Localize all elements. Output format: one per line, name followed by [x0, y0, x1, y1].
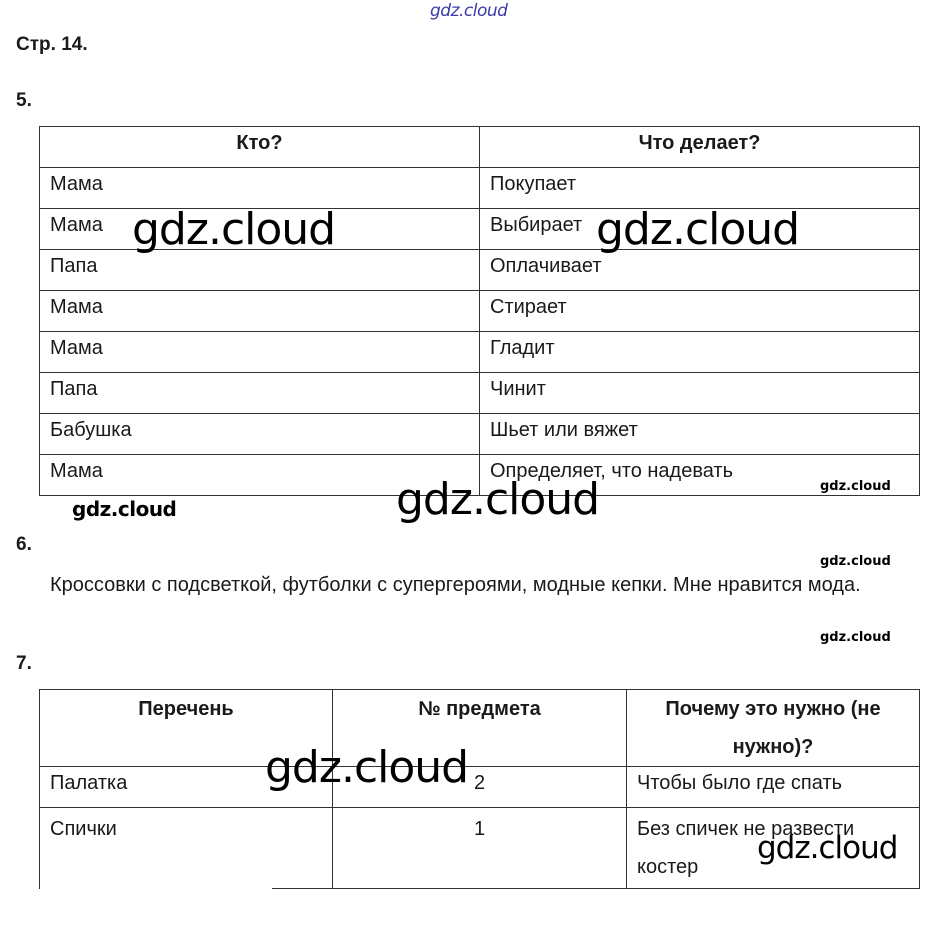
- cell-who: Мама: [40, 209, 480, 250]
- cell-what: Стирает: [480, 291, 920, 332]
- table-bottom-line: [272, 888, 920, 889]
- table-row: [40, 767, 920, 808]
- table-header-reason: Почему это нужно (не нужно)?: [627, 690, 920, 767]
- cell-reason: Без спичек не развести костер: [627, 808, 920, 889]
- watermark: gdz.cloud: [72, 497, 177, 521]
- table-header-who: Кто?: [40, 127, 480, 168]
- cell-reason: Чтобы было где спать: [627, 767, 920, 808]
- table-header-item-number: № предмета: [333, 690, 627, 767]
- table-row: [40, 250, 920, 291]
- cell-who: Папа: [40, 250, 480, 291]
- watermark-top: gdz.cloud: [430, 1, 508, 21]
- cell-who: Мама: [40, 291, 480, 332]
- cell-who: Папа: [40, 373, 480, 414]
- watermark: gdz.cloud: [820, 554, 891, 569]
- cell-what: Покупает: [480, 168, 920, 209]
- table-row: [40, 332, 920, 373]
- watermark: gdz.cloud: [820, 630, 891, 645]
- watermark: gdz.cloud: [396, 474, 600, 525]
- cell-who: Мама: [40, 168, 480, 209]
- watermark: gdz.cloud: [265, 742, 469, 793]
- page-reference: Стр. 14.: [16, 34, 88, 55]
- cell-what: Выбирает: [480, 209, 920, 250]
- cell-what: Оплачивает: [480, 250, 920, 291]
- table-row: [40, 414, 920, 455]
- task-6-number: 6.: [16, 534, 32, 555]
- task-6-answer: Кроссовки с подсветкой, футболки с супергероями, модные кепки. Мне нравится мода.: [50, 574, 861, 596]
- watermark: gdz.cloud: [820, 479, 891, 494]
- cell-number: 1: [333, 808, 627, 889]
- table-row: [40, 291, 920, 332]
- cell-who: Бабушка: [40, 414, 480, 455]
- watermark: gdz.cloud: [596, 204, 800, 255]
- task-5-table: [39, 126, 920, 496]
- cell-item: Палатка: [40, 767, 333, 808]
- watermark: gdz.cloud: [132, 204, 336, 255]
- cell-what: Чинит: [480, 373, 920, 414]
- table-row: [40, 168, 920, 209]
- cell-what: Гладит: [480, 332, 920, 373]
- cell-who: Мама: [40, 455, 480, 496]
- cell-item: Спички: [40, 808, 333, 889]
- cell-what: Шьет или вяжет: [480, 414, 920, 455]
- watermark: gdz.cloud: [757, 830, 898, 866]
- cell-what: Определяет, что надевать: [480, 455, 920, 496]
- table-row: [40, 373, 920, 414]
- task-5-number: 5.: [16, 90, 32, 111]
- table-header-list: Перечень: [40, 690, 333, 767]
- table-header-what: Что делает?: [480, 127, 920, 168]
- task-7-number: 7.: [16, 653, 32, 674]
- cell-number: 2: [333, 767, 627, 808]
- cell-who: Мама: [40, 332, 480, 373]
